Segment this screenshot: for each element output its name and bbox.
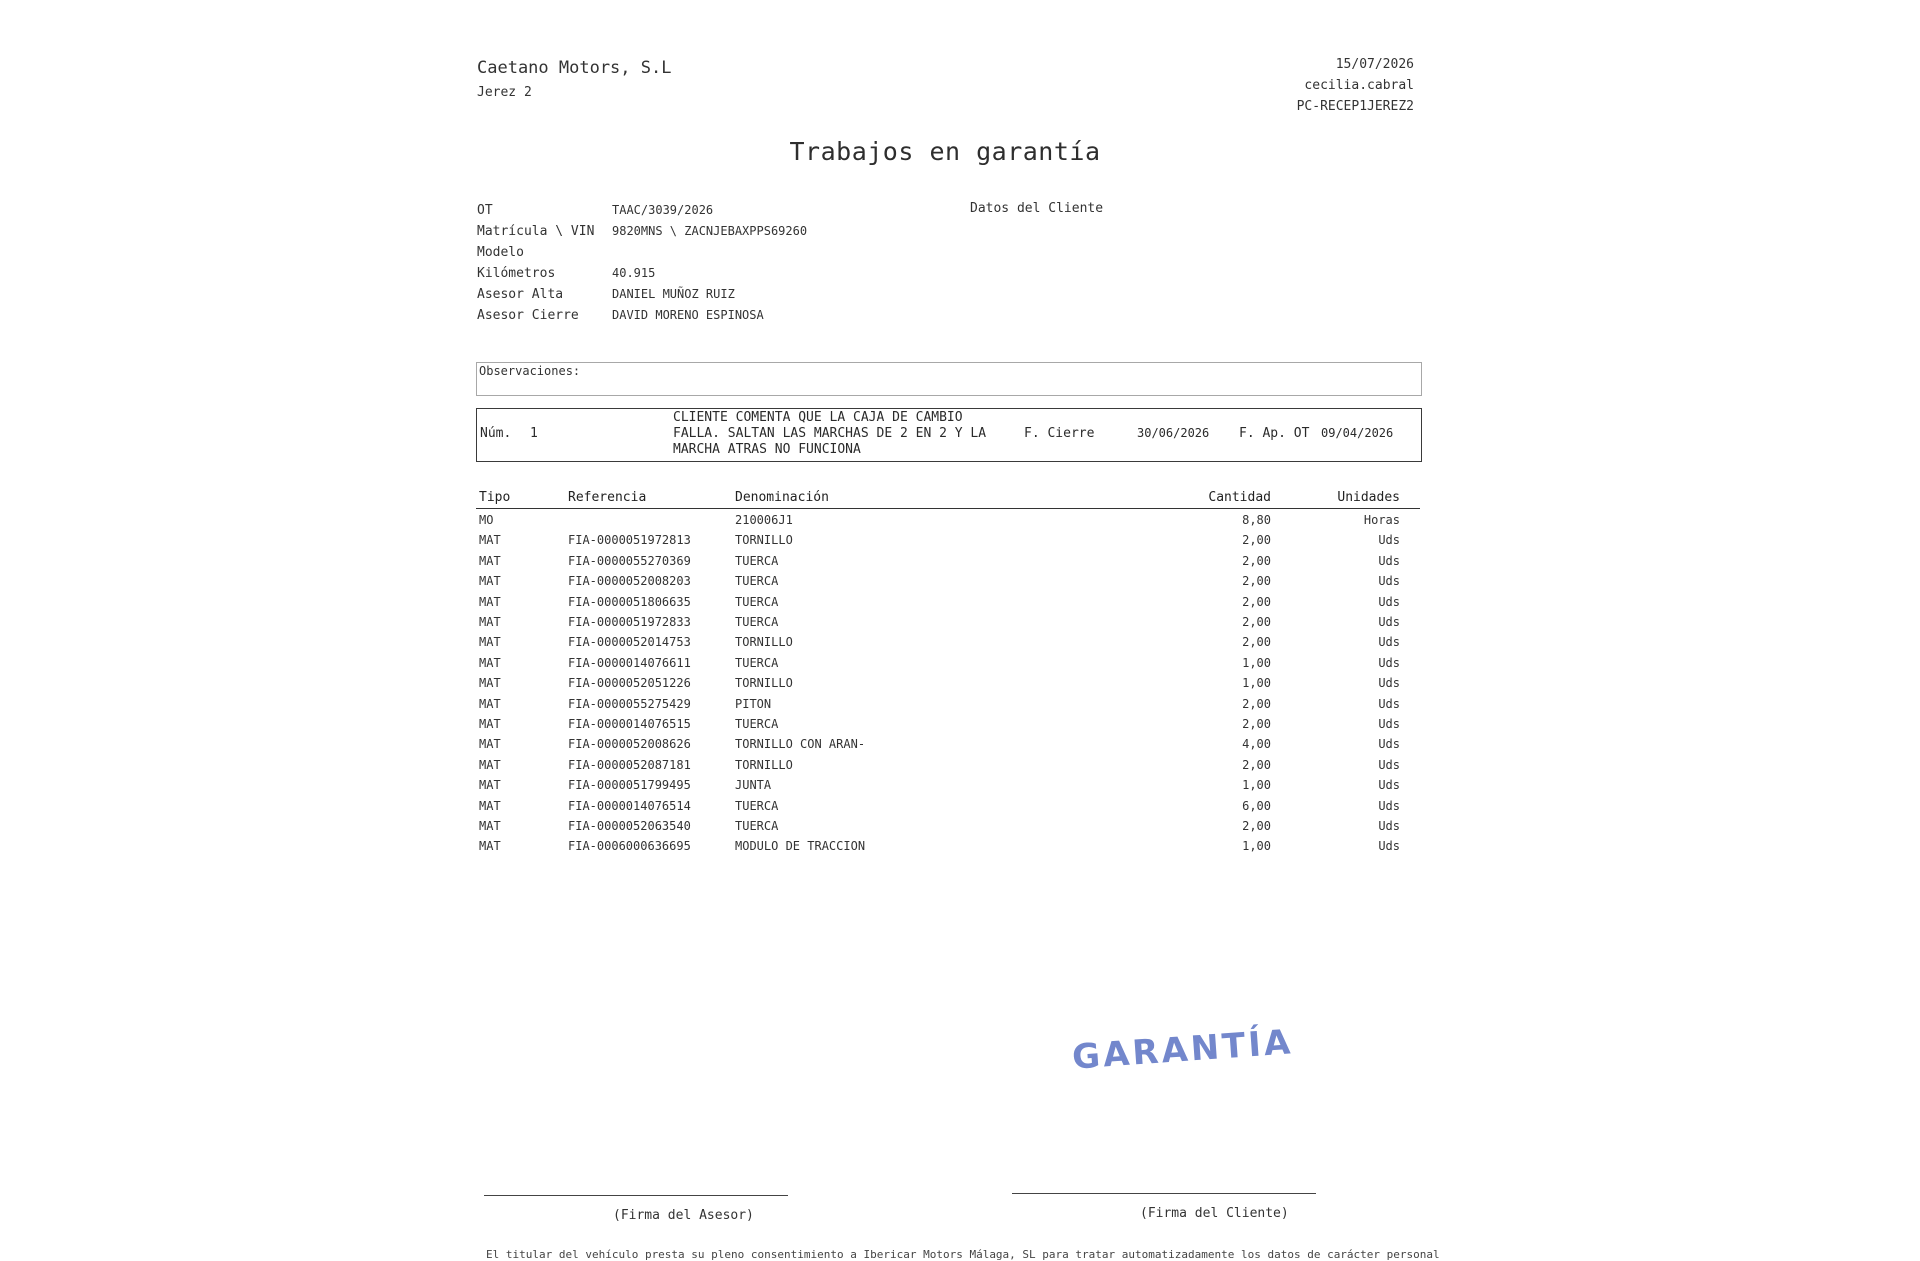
job-num-label: Núm. [480, 426, 512, 441]
cell-denominacion: TUERCA [735, 819, 779, 833]
table-row [0, 595, 1920, 615]
cell-denominacion: TORNILLO [735, 676, 793, 691]
cell-referencia: FIA-0000052063540 [568, 819, 691, 833]
cell-referencia: FIA-0000055270369 [568, 553, 691, 568]
open-date: 09/04/2026 [1321, 426, 1394, 440]
client-signature-label: (Firma del Cliente) [1140, 1206, 1289, 1221]
col-header-denominacion: Denominación [735, 490, 829, 505]
cell-unidades: Uds [1378, 757, 1400, 772]
cell-denominacion: TUERCA [735, 717, 779, 731]
workstation: PC-RECEP1JEREZ2 [1296, 99, 1414, 114]
job-num: 1 [530, 426, 538, 441]
cell-referencia: FIA-0000014076611 [568, 655, 691, 670]
cell-cantidad: 4,00 [1242, 737, 1271, 752]
cell-unidades: Uds [1378, 778, 1400, 793]
cell-referencia: FIA-0000051972813 [568, 533, 691, 548]
cell-referencia: FIA-0000052087181 [568, 757, 691, 772]
advisor-signature-line [484, 1195, 788, 1196]
table-row [0, 513, 1920, 533]
cell-cantidad: 2,00 [1242, 696, 1271, 711]
cell-referencia: FIA-0000014076515 [568, 717, 691, 731]
cell-unidades: Uds [1378, 533, 1400, 548]
cell-unidades: Uds [1378, 839, 1400, 854]
cell-unidades: Uds [1378, 676, 1400, 691]
close-date-label: F. Cierre [1024, 426, 1095, 441]
cell-denominacion: 210006J1 [735, 513, 793, 527]
cell-tipo: MAT [479, 655, 501, 670]
cell-tipo: MAT [479, 757, 501, 772]
cell-denominacion: TORNILLO [735, 533, 793, 548]
cell-denominacion: TUERCA [735, 615, 779, 629]
cell-cantidad: 6,00 [1242, 798, 1271, 813]
cell-unidades: Uds [1378, 594, 1400, 609]
open-date-label: F. Ap. OT [1239, 426, 1310, 441]
cell-tipo: MAT [479, 553, 501, 568]
cell-tipo: MAT [479, 798, 501, 813]
print-user: cecilia.cabral [1304, 78, 1414, 93]
cell-cantidad: 2,00 [1242, 635, 1271, 650]
cell-tipo: MAT [479, 778, 501, 793]
table-row [0, 615, 1920, 635]
cell-unidades: Uds [1378, 574, 1400, 589]
table-row [0, 799, 1920, 819]
cell-denominacion: JUNTA [735, 778, 772, 793]
cell-tipo: MO [479, 513, 494, 527]
cell-tipo: MAT [479, 717, 501, 731]
privacy-footer: El titular del vehículo presta su pleno consentimiento a Ibericar Motors Málaga, SL para tratar automatizadamente los datos de carácter personal [486, 1248, 1440, 1261]
model-label: Modelo [477, 245, 524, 260]
close-date: 30/06/2026 [1137, 426, 1210, 440]
km-label: Kilómetros [477, 266, 556, 281]
cell-referencia: FIA-0000052014753 [568, 635, 691, 650]
cell-denominacion: TORNILLO CON ARAN- [735, 737, 866, 752]
cell-cantidad: 2,00 [1242, 615, 1271, 629]
cell-cantidad: 2,00 [1242, 533, 1271, 548]
advisor-open-value: DANIEL MUÑOZ RUIZ [612, 287, 735, 301]
print-date: 15/07/2026 [1335, 57, 1414, 72]
table-row [0, 676, 1920, 696]
cell-referencia: FIA-0000055275429 [568, 696, 691, 711]
table-row [0, 758, 1920, 778]
branch-name: Jerez 2 [477, 85, 532, 100]
cell-unidades: Uds [1378, 615, 1400, 629]
cell-tipo: MAT [479, 839, 501, 854]
cell-tipo: MAT [479, 819, 501, 833]
table-row [0, 778, 1920, 798]
cell-referencia: FIA-0006000636695 [568, 839, 691, 854]
cell-tipo: MAT [479, 676, 501, 691]
advisor-open-label: Asesor Alta [477, 287, 564, 302]
cell-unidades: Horas [1363, 513, 1400, 527]
cell-tipo: MAT [479, 696, 501, 711]
client-signature-line [1012, 1193, 1316, 1194]
table-row [0, 533, 1920, 553]
cell-unidades: Uds [1378, 696, 1400, 711]
cell-tipo: MAT [479, 574, 501, 589]
cell-unidades: Uds [1378, 737, 1400, 752]
cell-denominacion: TUERCA [735, 594, 779, 609]
cell-tipo: MAT [479, 533, 501, 548]
cell-cantidad: 2,00 [1242, 594, 1271, 609]
cell-tipo: MAT [479, 615, 501, 629]
cell-referencia: FIA-0000052008626 [568, 737, 691, 752]
ot-value: TAAC/3039/2026 [612, 203, 714, 217]
cell-denominacion: TUERCA [735, 553, 779, 568]
advisor-signature-label: (Firma del Asesor) [613, 1208, 754, 1223]
advisor-close-value: DAVID MORENO ESPINOSA [612, 308, 764, 322]
cell-cantidad: 1,00 [1242, 676, 1271, 691]
col-header-cantidad: Cantidad [1208, 490, 1271, 505]
cell-tipo: MAT [479, 635, 501, 650]
job-description: CLIENTE COMENTA QUE LA CAJA DE CAMBIO FALLA. SALTAN LAS MARCHAS DE 2 EN 2 Y LA MARCHA ATRAS NO FUNCIONA [673, 410, 987, 457]
cell-denominacion: TUERCA [735, 798, 779, 813]
cell-denominacion: TORNILLO [735, 757, 793, 772]
table-row [0, 839, 1920, 859]
col-header-referencia: Referencia [568, 490, 647, 505]
cell-denominacion: TUERCA [735, 655, 779, 670]
table-row [0, 819, 1920, 839]
col-header-tipo: Tipo [479, 490, 511, 505]
cell-unidades: Uds [1378, 798, 1400, 813]
cell-cantidad: 1,00 [1242, 778, 1271, 793]
cell-cantidad: 2,00 [1242, 819, 1271, 833]
cell-cantidad: 1,00 [1242, 655, 1271, 670]
cell-unidades: Uds [1378, 717, 1400, 731]
cell-cantidad: 2,00 [1242, 717, 1271, 731]
company-name: Caetano Motors, S.L [477, 58, 672, 78]
cell-referencia: FIA-0000051806635 [568, 594, 691, 609]
observations-label: Observaciones: [479, 364, 581, 378]
cell-cantidad: 8,80 [1242, 513, 1271, 527]
cell-cantidad: 1,00 [1242, 839, 1271, 854]
table-row [0, 554, 1920, 574]
cell-cantidad: 2,00 [1242, 574, 1271, 589]
cell-denominacion: PITON [735, 696, 772, 711]
table-row [0, 656, 1920, 676]
client-data-title: Datos del Cliente [970, 201, 1104, 216]
page-title: Trabajos en garantía [789, 137, 1101, 166]
advisor-close-label: Asesor Cierre [477, 308, 579, 323]
cell-denominacion: TORNILLO [735, 635, 793, 650]
cell-referencia: FIA-0000014076514 [568, 798, 691, 813]
table-row [0, 717, 1920, 737]
cell-unidades: Uds [1378, 553, 1400, 568]
table-row [0, 574, 1920, 594]
cell-referencia: FIA-0000051972833 [568, 615, 691, 629]
cell-unidades: Uds [1378, 819, 1400, 833]
cell-referencia: FIA-0000051799495 [568, 778, 691, 793]
plate-value: 9820MNS \ ZACNJEBAXPPS69260 [612, 224, 808, 238]
cell-tipo: MAT [479, 594, 501, 609]
table-row [0, 635, 1920, 655]
plate-label: Matrícula \ VIN [477, 224, 595, 239]
cell-referencia: FIA-0000052051226 [568, 676, 691, 691]
ot-label: OT [477, 203, 493, 218]
col-header-unidades: Unidades [1337, 490, 1400, 505]
cell-denominacion: MODULO DE TRACCION [735, 839, 866, 854]
warranty-stamp: GARANTÍA [1070, 1022, 1295, 1078]
observations-box [476, 362, 1422, 396]
cell-referencia: FIA-0000052008203 [568, 574, 691, 589]
table-header-divider [476, 508, 1420, 509]
cell-unidades: Uds [1378, 635, 1400, 650]
cell-unidades: Uds [1378, 655, 1400, 670]
table-row [0, 737, 1920, 757]
table-row [0, 697, 1920, 717]
cell-cantidad: 2,00 [1242, 757, 1271, 772]
km-value: 40.915 [612, 266, 656, 280]
cell-cantidad: 2,00 [1242, 553, 1271, 568]
cell-denominacion: TUERCA [735, 574, 779, 589]
cell-tipo: MAT [479, 737, 501, 752]
